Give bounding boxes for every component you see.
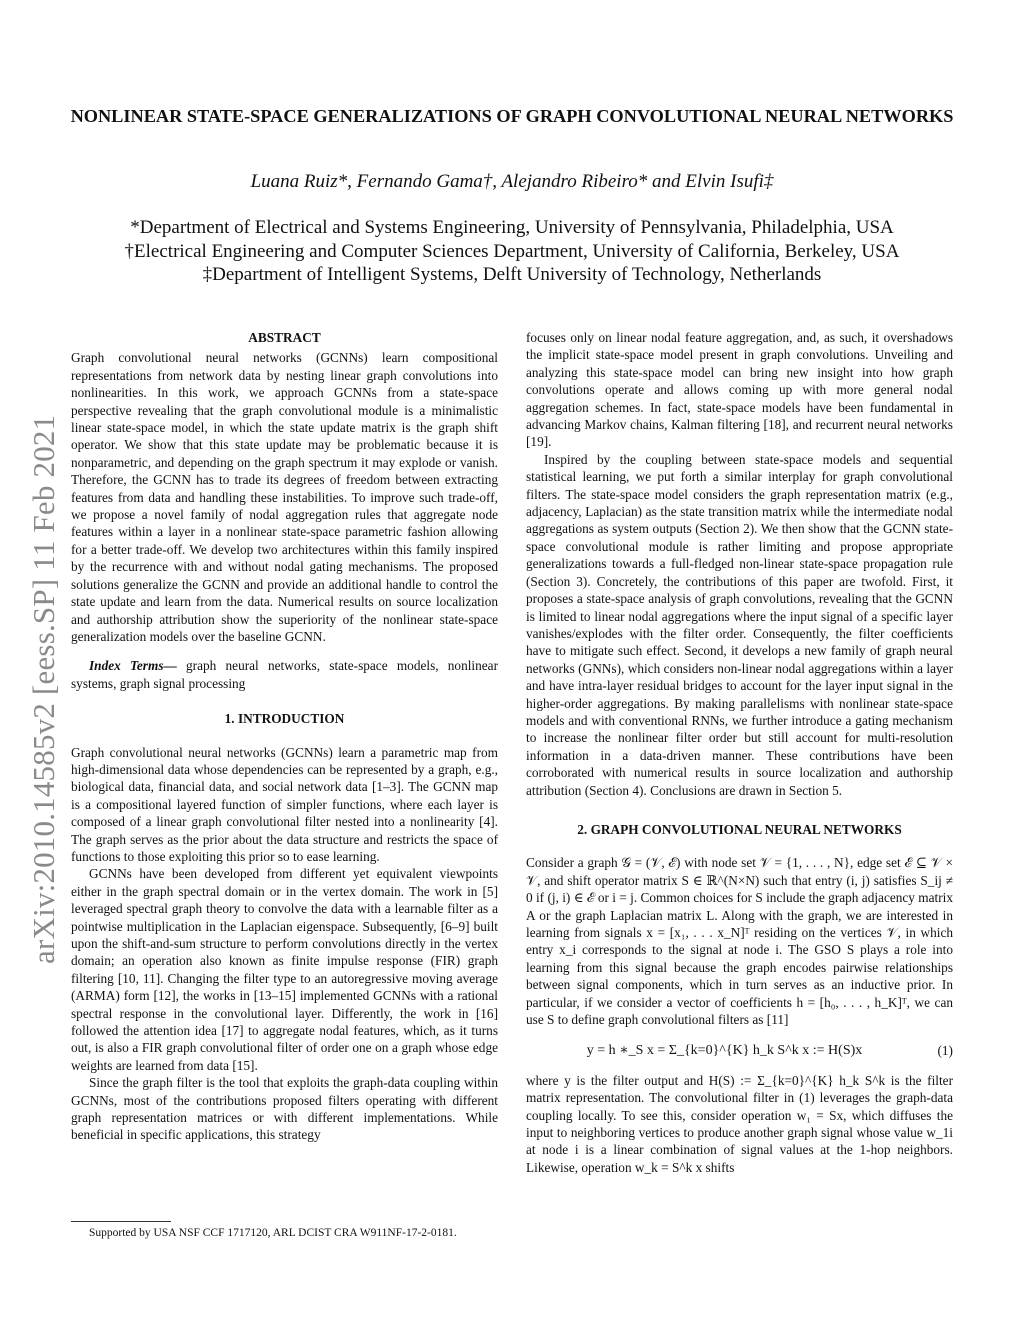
intro-paragraph-5: Inspired by the coupling between state-space models and sequential statistical learning, we put forth a similar interplay for graph convolutional filters. The state-space model considers the graph representation matrix (e.g., adjacency, Laplacian) as the state transition matrix while the intermediate nodal aggregations as system outputs (Section 2). We then show that the GCNN state-space convolutional module is rather limiting and propose appropriate generalizations towards a full-fledged non-linear state-space propagation rule (Section 3). Concretely, the contributions of this paper are twofold. First, it proposes a state-space analysis of graph convolutions, revealing that the GCNN is limited to linear nodal aggregations where the input signal of a specific layer vanishes/explodes with the filter order. Consequently, the filter coefficients have to mitigate such effect. Second, it develops a new family of graph neural networks (GNNs), which considers non-linear nodal aggregations within a layer and have intra-layer residual bridges to account for the layer input signal in the higher-order aggregations. By making parallelisms with nonlinear state-space models and with conventional RNNs, we further introduce a gating mechanism to increase the nonlinear filter order but still account for multi-resolution information in a data-driven manner. These contributions have been corroborated with numerical results in source localization and authorship attribution (Section 4). Conclusions are drawn in Section 5. xyxy=(526,451,953,798)
intro-paragraph-4: focuses only on linear nodal feature aggregation, and, as such, it overshadows the implicit state-space model present in graph convolutions. Unveiling and analyzing this state-space model can bring new insight into how graph convolutions operate and allows coming up with more general nodal aggregation schemes. In fact, state-space models have been fundamental in advancing Markov chains, Kalman filtering [18], and recurrent neural networks [19]. xyxy=(526,330,953,450)
author-list: Luana Ruiz*, Fernando Gama†, Alejandro Ribeiro* and Elvin Isufi‡ xyxy=(250,171,774,192)
intro-paragraph-1: Graph convolutional neural networks (GCNNs) learn a parametric map from high-dimensional data whose dependencies can be represented by a graph, e.g., biological data, financial data, and social network data [1–3]. The GCNN map is a compositional layered function of simpler functions, where each layer is composed of a linear graph convolutional filter nested into a nonlinearity [4]. The graph serves as the prior about the data structure and restricts the space of functions to those exploiting this prior so to ease learning. xyxy=(71,744,498,864)
abstract-text: Graph convolutional neural networks (GCNNs) learn compositional representations from network data by nesting linear graph convolutions into nonlinearities. In this work, we approach GCNNs from a state-space perspective revealing that the graph convolutional module is a minimalistic linear state-space model, in which the state update matrix is the graph shift operator. We show that this state update may be problematic because it is nonparametric, and depending on the graph spectrum it may explode or vanish. Therefore, the GCNN has to trade its degrees of freedom between extracting features from data and handling these instabilities. To improve such trade-off, we propose a novel family of nodal aggregation rules that aggregate node features within a layer in a nonlinear state-space parametric fashion allowing for a better trade-off. We develop two architectures within this family inspired by the recurrence with and without nodal gating mechanisms. The proposed solutions generalize the GCNN and provide an additional handle to control the state update and learn from the data. Numerical results on source localization and authorship attribution show the superiority of the nonlinear state-space generalization models over the baseline GCNN. xyxy=(71,350,498,644)
right-column xyxy=(526,329,953,1176)
intro-paragraph-3: Since the graph filter is the tool that exploits the graph-data coupling within GCNNs, most of the contributions proposed filters operating with different graph representation matrices or with different implementations. While beneficial in specific applications, this strategy xyxy=(71,1075,498,1143)
equation-1 xyxy=(526,1042,953,1059)
paper-title: NONLINEAR STATE-SPACE GENERALIZATIONS OF GRAPH CONVOLUTIONAL NEURAL NETWORKS xyxy=(70,106,954,126)
affiliation-berkeley: †Electrical Engineering and Computer Sciences Department, University of California, Berkeley, USA xyxy=(124,240,900,262)
funding-footnote: Supported by USA NSF CCF 1717120, ARL DCIST CRA W911NF-17-2-0181. xyxy=(89,1227,457,1239)
abstract-heading: ABSTRACT xyxy=(248,330,321,345)
index-terms-text: graph neural networks, state-space models, nonlinear systems, graph signal processing xyxy=(71,658,499,691)
intro-heading: 1. INTRODUCTION xyxy=(224,711,345,727)
equation-1-number: (1) xyxy=(937,1043,953,1059)
index-terms-label: Index Terms— xyxy=(89,658,177,674)
section2-paragraph-1: Consider a graph 𝒢 = (𝒱, ℰ) with node set 𝒱 = {1, . . . , N}, edge set ℰ ⊆ 𝒱 × 𝒱, and shift operator matrix S ∈ ℝ^(N×N) such that entry (i, j) satisfies S_ij ≠ 0 if (j, i) ∈ ℰ or i = j. Common choices for S include the graph adjacency matrix A or the graph Laplacian matrix L. Along with the graph, we are interested in learning from signals x = [x₁, . . . x_N]ᵀ residing on the vertices 𝒱, in which entry x_i corresponds to the signal at node i. The GSO S plays a role into learning from this signal because the graph encodes pairwise relationships between signal components, which in turn serves as an inductive prior. In particular, if we consider a vector of coefficients h = [h₀, . . . , h_K]ᵀ, we can use S to define graph convolutional filters as [11] xyxy=(526,855,953,1028)
section2-heading: 2. GRAPH CONVOLUTIONAL NEURAL NETWORKS xyxy=(577,821,902,837)
affiliations xyxy=(70,216,954,287)
left-column xyxy=(71,329,498,1144)
section2-paragraph-2: where y is the filter output and H(S) := Σ_{k=0}^{K} h_k S^k is the filter matrix representation. The convolutional filter in (1) leverages the graph-data coupling locally. To see this, consider operation w₁ = Sx, which diffuses the input to neighboring vertices to produce another graph signal whose value w_1i at node i is a linear combination of signal values at the 1-hop neighbors. Likewise, operation w_k = S^k x shifts xyxy=(526,1072,953,1175)
affiliation-delft: ‡Department of Intelligent Systems, Delft University of Technology, Netherlands xyxy=(202,264,822,285)
intro-paragraph-2: GCNNs have been developed from different yet equivalent viewpoints either in the graph spectral domain or in the vertex domain. The work in [5] leveraged spectral graph theory to convolve the data with a learnable filter as a pointwise multiplication in the Laplacian eigenspace. Subsequently, [6–9] built upon the shift-and-sum structure to perform convolutions directly in the vertex domain; an operation also known as finite impulse response (FIR) graph filtering [10, 11]. Changing the filter type to an autoregressive moving average (ARMA) form [12], the works in [13–15] implemented GCNNs with a rational spectral response in the convolutional layer. Differently, the work in [16] followed the attention idea [17] to aggregate nodal features, which, as it turns out, is also a FIR graph convolutional filter of order one on a graph whose edge weights are learned from data [15]. xyxy=(71,866,498,1073)
equation-1-body: y = h ∗_S x = Σ_{k=0}^{K} h_k S^k x := H(S)x xyxy=(586,1043,863,1059)
arxiv-identifier: arXiv:2010.14585v2 [eess.SP] 11 Feb 2021 xyxy=(26,414,61,964)
affiliation-upenn: *Department of Electrical and Systems Engineering, University of Pennsylvania, Philadelphia, USA xyxy=(130,217,894,238)
footnote-rule xyxy=(71,1221,171,1222)
index-terms xyxy=(71,657,498,692)
